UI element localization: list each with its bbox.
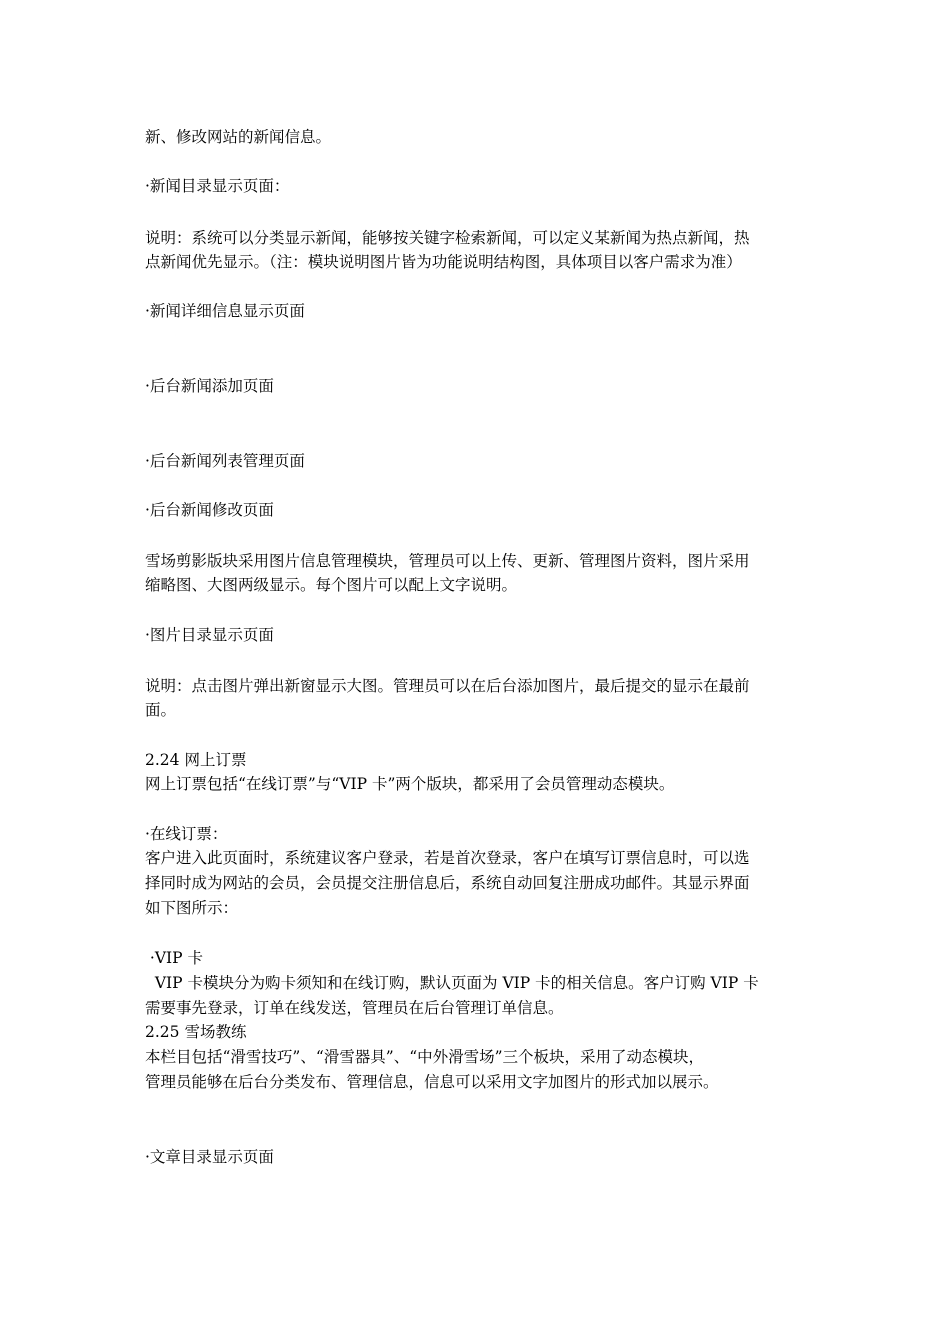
bullet-news-list-page: ·新闻目录显示页面： — [145, 177, 290, 195]
news-description-line-1: 说明：系统可以分类显示新闻，能够按关键字检索新闻，可以定义某新闻为热点新闻，热 — [145, 229, 750, 247]
online-ticketing-line-2: 择同时成为网站的会员，会员提交注册信息后，系统自动回复注册成功邮件。其显示界面 — [145, 874, 750, 892]
bullet-news-detail-page: ·新闻详细信息显示页面 — [145, 302, 305, 320]
bullet-image-list-page: ·图片目录显示页面 — [145, 626, 274, 644]
vip-card-line-2: 需要事先登录，订单在线发送，管理员在后台管理订单信息。 — [145, 999, 564, 1017]
coach-paragraph-line-1: 本栏目包括“滑雪技巧”、“滑雪器具”、“中外滑雪场”三个板块，采用了动态模块， — [145, 1048, 705, 1066]
coach-paragraph-line-2: 管理员能够在后台分类发布、管理信息，信息可以采用文字加图片的形式加以展示。 — [145, 1073, 719, 1091]
gallery-paragraph-line-2: 缩略图、大图两级显示。每个图片可以配上文字说明。 — [145, 576, 518, 594]
online-ticketing-line-3: 如下图所示： — [145, 899, 239, 917]
section-heading-2-25: 2.25 雪场教练 — [145, 1023, 247, 1041]
image-description-line-1: 说明：点击图片弹出新窗显示大图。管理员可以在后台添加图片，最后提交的显示在最前 — [145, 677, 750, 695]
bullet-news-add-page: ·后台新闻添加页面 — [145, 377, 274, 395]
online-ticketing-line-1: 客户进入此页面时，系统建议客户登录，若是首次登录，客户在填写订票信息时，可以选 — [145, 849, 750, 867]
bullet-news-manage-page: ·后台新闻列表管理页面 — [145, 452, 305, 470]
bullet-vip-card: ·VIP 卡 — [145, 949, 204, 967]
section-heading-2-24: 2.24 网上订票 — [145, 751, 247, 769]
bullet-news-edit-page: ·后台新闻修改页面 — [145, 501, 274, 519]
news-description-line-2: 点新闻优先显示。（注：模块说明图片皆为功能说明结构图，具体项目以客户需求为准） — [145, 253, 742, 271]
bullet-online-ticketing: ·在线订票： — [145, 825, 228, 843]
image-description-line-2: 面。 — [145, 701, 177, 719]
continuation-text: 新、修改网站的新闻信息。 — [145, 128, 332, 146]
gallery-paragraph-line-1: 雪场剪影版块采用图片信息管理模块，管理员可以上传、更新、管理图片资料，图片采用 — [145, 552, 750, 570]
bullet-article-list-page: ·文章目录显示页面 — [145, 1148, 274, 1166]
ticketing-intro-line: 网上订票包括“在线订票”与“VIP 卡”两个版块，都采用了会员管理动态模块。 — [145, 775, 675, 793]
vip-card-line-1: VIP 卡模块分为购卡须知和在线订购，默认页面为 VIP 卡的相关信息。客户订购 VIP 卡 — [145, 974, 759, 992]
